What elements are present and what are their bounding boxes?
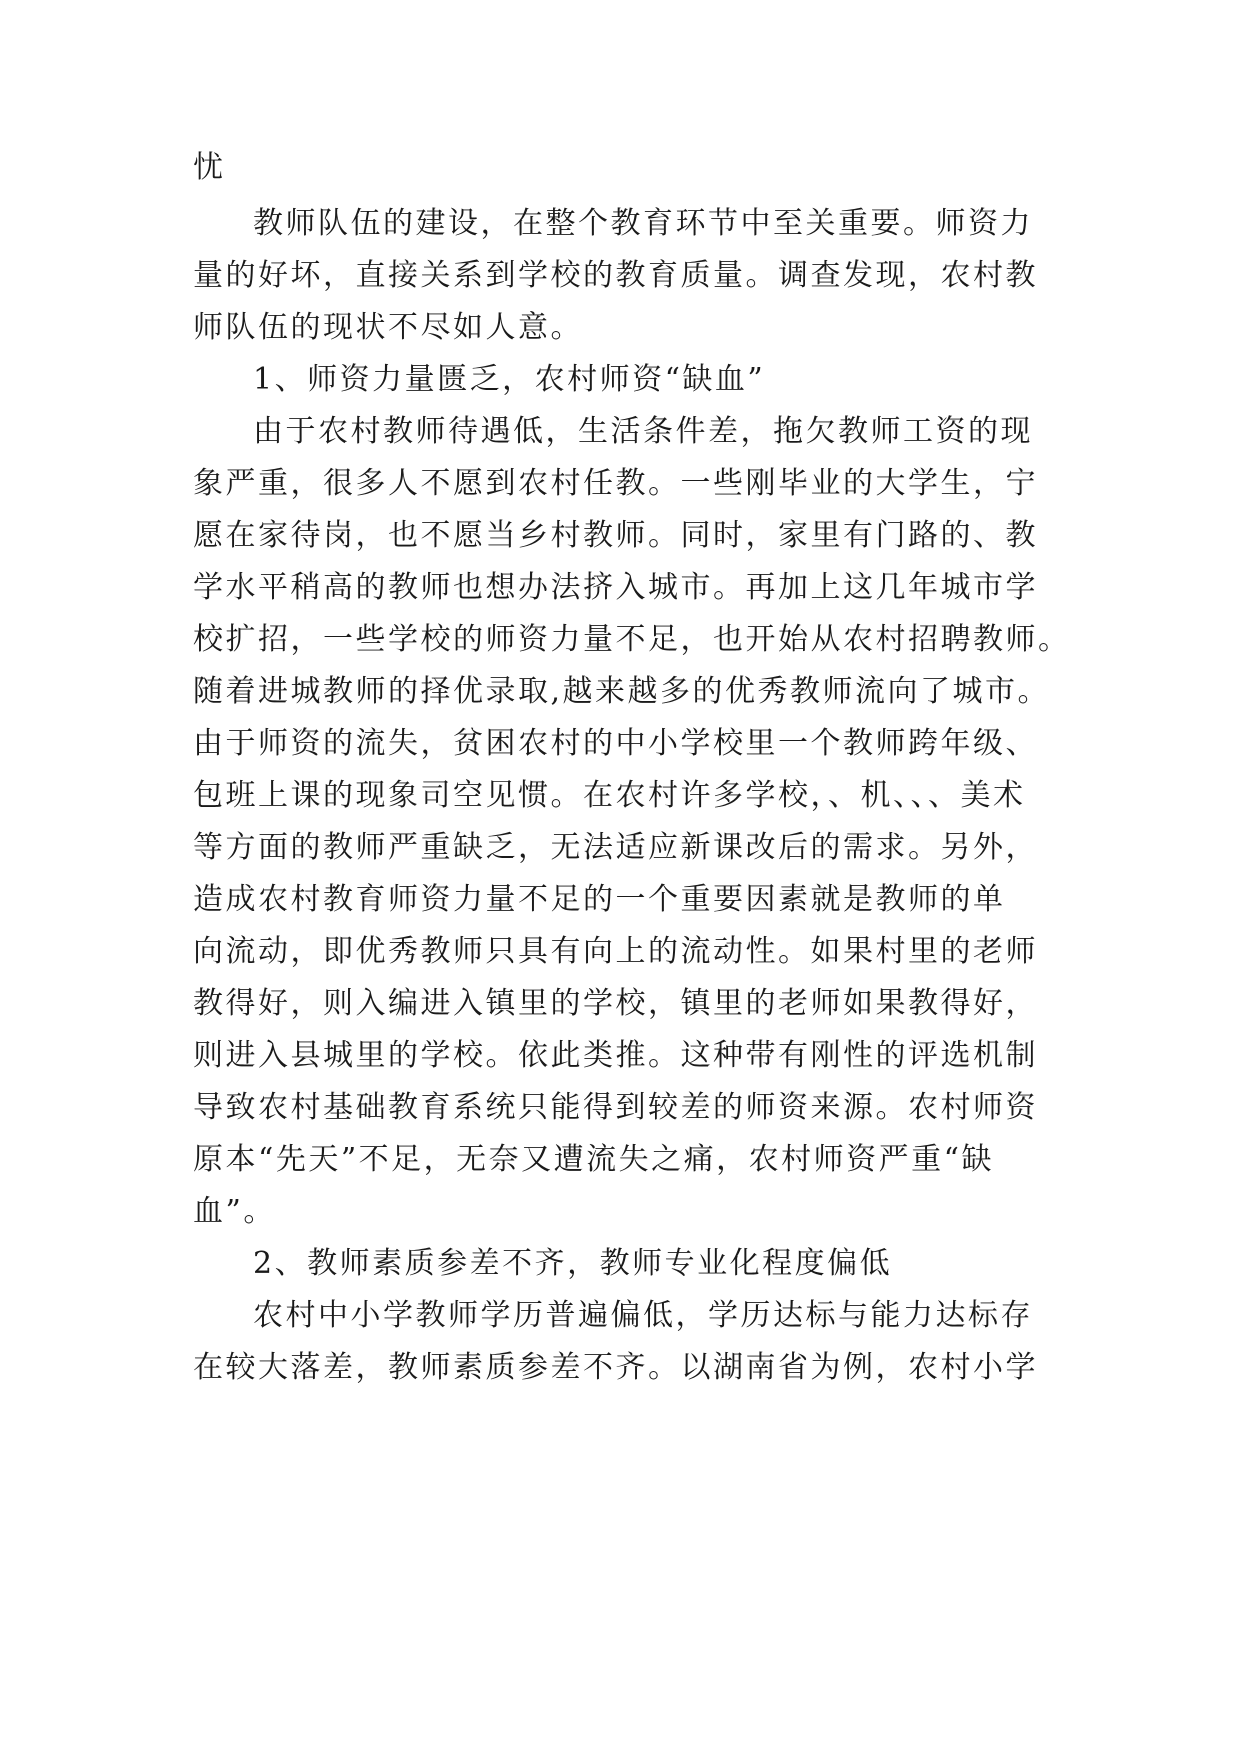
text-line: 随着进城教师的择优录取,越来越多的优秀教师流向了城市。	[193, 674, 1051, 709]
section-heading-1: 1、师资力量匮乏，农村师资“缺血”	[253, 362, 766, 397]
text-line: 学水平稍高的教师也想办法挤入城市。再加上这几年城市学	[193, 570, 1038, 605]
paragraph-first-line: 教师队伍的建设，在整个教育环节中至关重要。师资力	[253, 206, 1033, 241]
paragraph-first-line: 由于农村教师待遇低，生活条件差，拖欠教师工资的现	[253, 414, 1033, 449]
text-line: 导致农村基础教育系统只能得到较差的师资来源。农村师资	[193, 1090, 1038, 1125]
section-heading-2: 2、教师素质参差不齐，教师专业化程度偏低	[253, 1246, 893, 1281]
text-line: 教得好，则入编进入镇里的学校，镇里的老师如果教得好，	[193, 986, 1038, 1021]
text-line: 包班上课的现象司空见惯。在农村许多学校，、机、、、美术	[193, 778, 1026, 813]
text-line: 校扩招，一些学校的师资力量不足，也开始从农村招聘教师。	[193, 622, 1071, 657]
text-line: 造成农村教育师资力量不足的一个重要因素就是教师的单	[193, 882, 1006, 917]
text-line: 由于师资的流失，贫困农村的中小学校里一个教师跨年级、	[193, 726, 1038, 761]
text-line: 愿在家待岗，也不愿当乡村教师。同时，家里有门路的、教	[193, 518, 1038, 553]
text-line: 则进入县城里的学校。依此类推。这种带有刚性的评选机制	[193, 1038, 1038, 1073]
text-line: 忧	[193, 150, 226, 185]
text-line: 血”。	[193, 1194, 276, 1229]
text-line: 等方面的教师严重缺乏，无法适应新课改后的需求。另外，	[193, 830, 1038, 865]
text-line: 向流动，即优秀教师只具有向上的流动性。如果村里的老师	[193, 934, 1038, 969]
text-line: 象严重，很多人不愿到农村任教。一些刚毕业的大学生，宁	[193, 466, 1038, 501]
text-line: 在较大落差，教师素质参差不齐。以湖南省为例，农村小学	[193, 1350, 1038, 1385]
text-line: 量的好坏，直接关系到学校的教育质量。调查发现，农村教	[193, 258, 1038, 293]
paragraph-first-line: 农村中小学教师学历普遍偏低，学历达标与能力达标存	[253, 1298, 1033, 1333]
text-line: 原本“先天”不足，无奈又遭流失之痛，农村师资严重“缺	[193, 1142, 995, 1177]
text-line: 师队伍的现状不尽如人意。	[193, 310, 583, 345]
